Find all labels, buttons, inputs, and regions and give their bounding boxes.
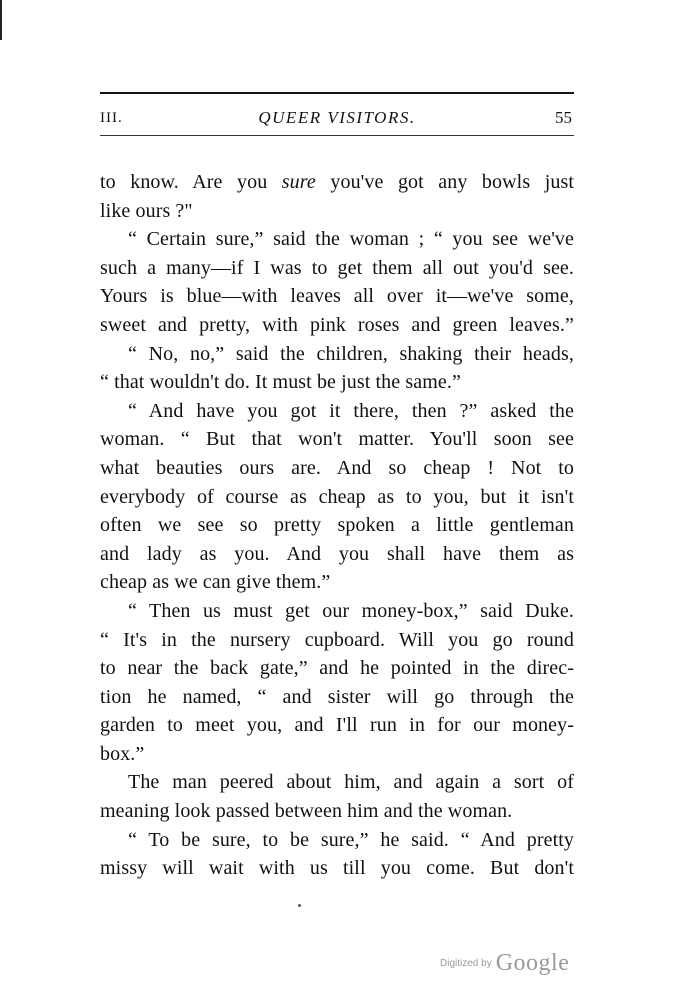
text-line: meaning look passed between him and the woman.	[100, 800, 513, 823]
text-line: Yours is blue—with leaves all over it—we've some,	[100, 285, 574, 308]
body-text	[100, 168, 574, 883]
text-line: sweet and pretty, with pink roses and green leaves.”	[100, 313, 574, 336]
text-line: everybody of course as cheap as to you, but it isn't	[100, 485, 574, 508]
text-line: tion he named, “ and sister will go through the	[100, 685, 574, 708]
text-line: missy will wait with us till you come. But don't	[100, 857, 574, 880]
google-logo: Google	[495, 950, 570, 976]
chapter-number: III.	[100, 110, 123, 126]
text-line: garden to meet you, and I'll run in for our money-	[100, 714, 574, 737]
text-line: like ours ?"	[100, 199, 193, 222]
page-number: 55	[555, 108, 572, 127]
text-line: such a many—if I was to get them all out you'd see.	[100, 256, 574, 279]
text-line: “ To be sure, to be sure,” he said. “ And pretty	[128, 828, 574, 851]
text-line: “ It's in the nursery cupboard. Will you go round	[100, 628, 574, 651]
text-line: to near the back gate,” and he pointed in the direc-	[100, 657, 574, 680]
text-line: “ that wouldn't do. It must be just the same.”	[100, 371, 461, 394]
running-head	[100, 92, 574, 136]
text-line: cheap as we can give them.”	[100, 571, 331, 594]
running-title: QUEER VISITORS.	[258, 108, 416, 127]
text-line: what beauties ours are. And so cheap ! Not to	[100, 456, 574, 479]
text-line: “ No, no,” said the children, shaking their heads,	[128, 342, 574, 365]
text-line: “ Then us must get our money-box,” said Duke.	[128, 599, 574, 622]
text-line: woman. “ But that won't matter. You'll soon see	[100, 428, 574, 451]
text-line: “ Certain sure,” said the woman ; “ you see we've	[128, 228, 574, 251]
digitized-by-label: Digitized by	[440, 958, 492, 969]
emphasis-word: sure	[281, 171, 316, 193]
text-line: The man peered about him, and again a sort of	[128, 771, 574, 794]
ink-speck	[298, 904, 301, 907]
text-line: often we see so pretty spoken a little gentleman	[100, 514, 574, 537]
text-line: to know. Are you sure you've got any bowls just	[100, 171, 574, 193]
google-watermark	[440, 950, 569, 977]
text-line: “ And have you got it there, then ?” asked the	[128, 399, 574, 422]
text-line: box.”	[100, 742, 145, 765]
text-line: and lady as you. And you shall have them as	[100, 542, 574, 565]
page-edge-mark	[0, 0, 2, 40]
